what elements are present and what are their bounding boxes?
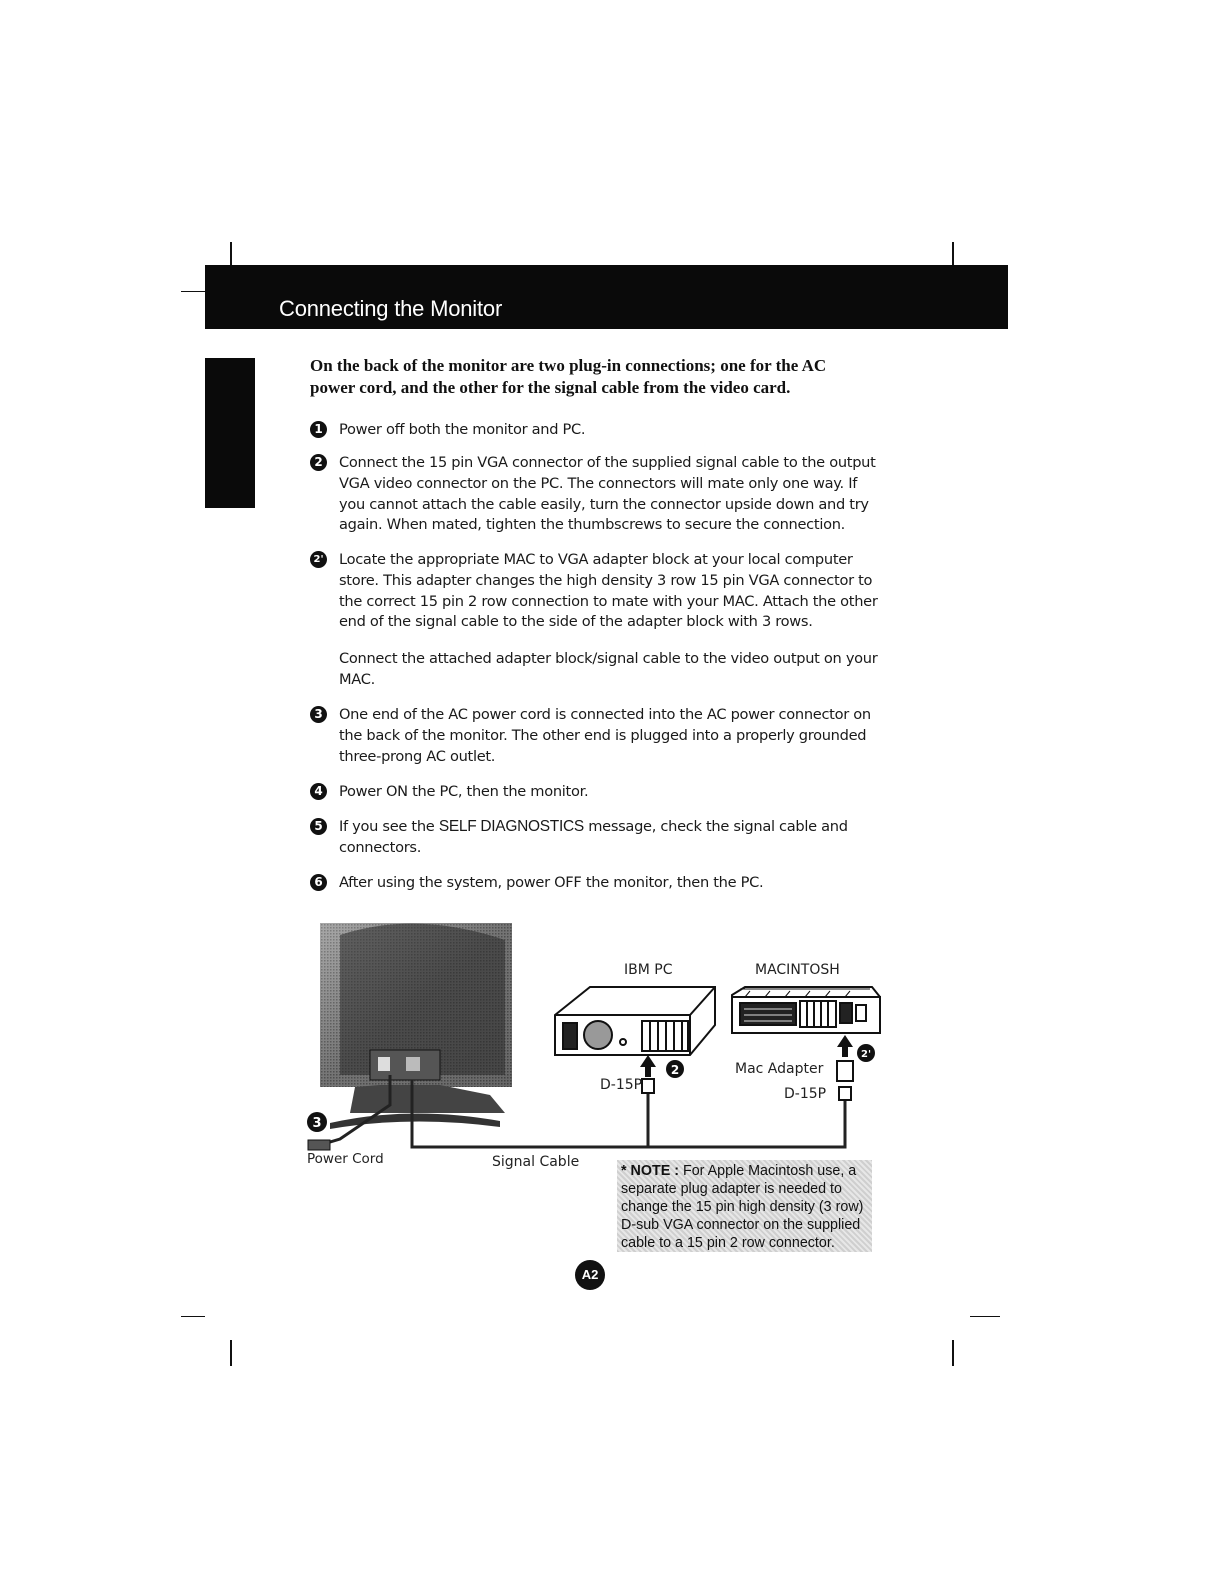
step-number-icon: 4 (310, 783, 327, 800)
arrow-up-ibm-icon (640, 1055, 656, 1077)
macintosh-image (732, 987, 880, 1033)
signal-cable-label: Signal Cable (492, 1154, 580, 1170)
step-number-icon: 1 (310, 421, 327, 438)
step-text: Power ON the PC, then the monitor. (339, 783, 589, 800)
step-text: One end of the AC power cord is connected into the AC power connector on the back of the monitor. The other end is plugged into a properly grounded three-prong AC outlet. (339, 706, 871, 765)
step-text-pre: If you see the (339, 818, 439, 835)
page-number-badge: A2 (575, 1260, 605, 1290)
step-text: Locate the appropriate MAC to VGA adapter block at your local computer store. This adapter changes the high density 3 row 15 pin VGA connector to the correct 15 pin 2 row connection to mate with your MAC. Attach the other end of the signal cable to the side of the adapter block with 3 rows. (339, 551, 878, 631)
page-title: Connecting the Monitor (279, 296, 503, 321)
step-text-continued: Connect the attached adapter block/signal cable to the video output on your MAC. (339, 650, 878, 688)
step-number-icon: 2 (310, 454, 327, 471)
step-6 (310, 873, 880, 894)
step-3 (310, 705, 880, 767)
crop-mark-bottom-right-h (970, 1316, 1000, 1317)
crop-mark-top-left (230, 242, 232, 266)
step-number-icon: 2' (310, 551, 327, 568)
step-4 (310, 782, 880, 803)
step-number-icon: 6 (310, 874, 327, 891)
step-2-prime (310, 550, 880, 691)
intro-paragraph: On the back of the monitor are two plug-in connections; one for the AC power cord, and the other for the signal cable from the video card. (310, 356, 827, 397)
callout-2-label: 2 (670, 1063, 680, 1077)
d15p-connector-ibm-icon (642, 1079, 654, 1093)
connection-diagram (300, 915, 890, 1165)
step-number-icon: 5 (310, 818, 327, 835)
crop-mark-bottom-left (230, 1340, 232, 1366)
macintosh-label: MACINTOSH (755, 962, 840, 978)
crop-mark-top-right (952, 242, 954, 266)
arrow-up-mac-icon (837, 1035, 853, 1057)
ibm-pc-label: IBM PC (624, 962, 673, 978)
step-text (339, 817, 880, 859)
crop-mark-left (181, 291, 205, 292)
step-text: After using the system, power OFF the monitor, then the PC. (339, 874, 764, 891)
power-cord-label: Power Cord (307, 1151, 384, 1167)
monitor-rear-image (320, 923, 512, 1129)
d15p-label-ibm: D-15P (600, 1077, 643, 1093)
step-5 (310, 817, 880, 859)
crop-mark-bottom-left-h (181, 1316, 205, 1317)
step-text: Connect the 15 pin VGA connector of the supplied signal cable to the output VGA video connector on the PC. The connectors will mate only one way. If you cannot attach the cable easily, turn the connector upside down and try again. When mated, tighten the thumbscrews to secure the connection. (339, 454, 876, 534)
callout-2b-label: 2' (860, 1049, 872, 1060)
step-number-icon: 3 (310, 706, 327, 723)
step-2 (310, 453, 880, 536)
d15p-label-mac: D-15P (784, 1086, 827, 1102)
crop-mark-bottom-right (952, 1340, 954, 1366)
step-text: Power off both the monitor and PC. (339, 421, 586, 438)
step-text-post: message, check the signal cable and connectors. (339, 818, 848, 856)
mac-adapter-label: Mac Adapter (735, 1061, 824, 1077)
side-tab (205, 358, 255, 508)
mac-adapter-icon (837, 1061, 853, 1081)
step-1 (310, 420, 880, 441)
note-text: For Apple Macintosh use, a separate plug adapter is needed to change the 15 pin high density (3 row) D-sub VGA connector on the supplied cable to a 15 pin 2 row connector. (621, 1163, 864, 1251)
self-diagnostics-term: SELF DIAGNOSTICS (438, 818, 584, 835)
callout-3-label: 3 (312, 1116, 322, 1131)
power-plug-icon (308, 1140, 330, 1150)
d15p-connector-mac-icon (839, 1087, 851, 1100)
ibm-pc-image (555, 987, 715, 1055)
note-label: * NOTE : (621, 1163, 679, 1179)
mac-note-box (617, 1160, 872, 1252)
